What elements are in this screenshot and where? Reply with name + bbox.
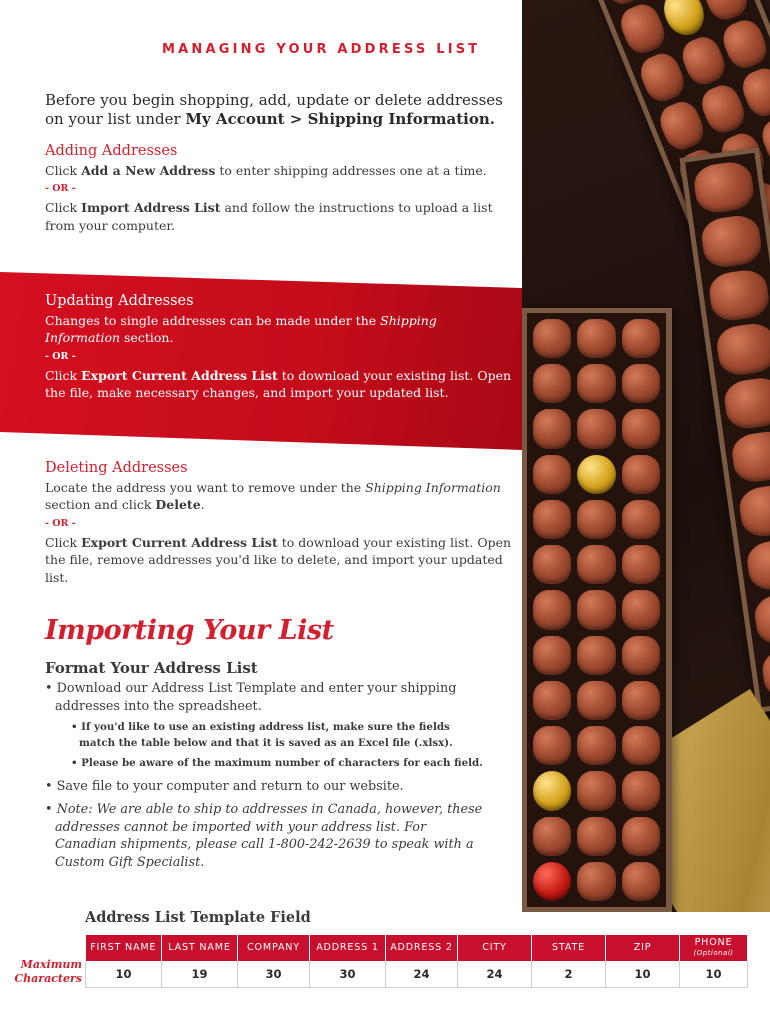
importing-your-list-title: Importing Your List	[45, 615, 334, 646]
deleting-instruction-1	[45, 479, 515, 514]
deleting-text: Locate the address you want to remove under the	[45, 479, 366, 495]
deleting-text: Click	[45, 534, 82, 550]
column-header: ADDRESS 2	[386, 935, 458, 961]
table-header-row	[86, 935, 748, 961]
format-instructions-list	[45, 680, 485, 872]
adding-text: Click	[45, 162, 82, 178]
export-current-address-list-label: Export Current Address List	[81, 534, 278, 550]
list-item: • Save file to your computer and return to our website.	[45, 778, 404, 794]
adding-text: to enter shipping addresses one at a time.	[215, 162, 487, 178]
table-cell: 30	[238, 961, 310, 987]
adding-text: Click	[45, 200, 82, 216]
adding-instruction-1	[45, 162, 515, 180]
deleting-text: section and click	[45, 497, 156, 513]
list-sub-item: • Please be aware of the maximum number of characters for each field.	[71, 757, 483, 770]
updating-text: section.	[120, 330, 174, 346]
delete-label: Delete	[155, 497, 201, 513]
deleting-instruction-2	[45, 534, 515, 587]
or-divider: - OR -	[45, 350, 76, 362]
column-header: CITY	[458, 935, 532, 961]
maximum-characters-label: Maximum Characters	[14, 958, 82, 985]
add-new-address-label: Add a New Address	[81, 162, 216, 178]
updating-text: Changes to single addresses can be made under the	[45, 312, 381, 328]
column-header: STATE	[532, 935, 606, 961]
shipping-information-label: Shipping Information	[45, 312, 437, 346]
column-header: ZIP	[606, 935, 680, 961]
or-divider: - OR -	[45, 517, 76, 529]
import-address-list-label: Import Address List	[81, 200, 221, 216]
template-table-title: Address List Template Field	[85, 909, 311, 926]
page-eyebrow-title: MANAGING YOUR ADDRESS LIST	[162, 42, 481, 57]
deleting-text: to download your existing list. Open the file, remove addresses you'd like to delete, and import your updated list.	[45, 534, 512, 585]
table-cell: 24	[458, 961, 532, 987]
table-cell: 24	[386, 961, 458, 987]
intro-paragraph	[45, 91, 515, 129]
column-header: LAST NAME	[162, 935, 238, 961]
column-header: COMPANY	[238, 935, 310, 961]
chocolate-tray-right	[679, 147, 770, 713]
adding-addresses-section	[45, 143, 515, 234]
updating-text: to download your existing list. Open the file, make necessary changes, and import your updated list.	[45, 367, 512, 401]
column-header: PHONE	[694, 937, 733, 948]
optional-note: (Optional)	[693, 949, 734, 957]
format-your-address-list-title: Format Your Address List	[45, 659, 258, 677]
adding-title: Adding Addresses	[45, 143, 178, 159]
updating-title: Updating Addresses	[45, 293, 194, 309]
adding-instruction-2	[45, 199, 515, 234]
address-template-table	[85, 935, 748, 988]
updating-text: Click	[45, 367, 82, 383]
intro-text: Before you begin shopping, add, update or delete addresses on your list under	[45, 91, 503, 128]
table-cell: 2	[532, 961, 606, 987]
deleting-addresses-section	[45, 460, 515, 587]
chocolate-tray-bottom	[522, 308, 672, 912]
updating-addresses-section	[45, 293, 515, 402]
chocolate-photo	[522, 0, 770, 912]
updating-instruction-1	[45, 312, 515, 347]
table-cell: 19	[162, 961, 238, 987]
shipping-information-label: Shipping Information	[365, 479, 501, 495]
column-header: ADDRESS 1	[310, 935, 386, 961]
list-item-note: • Note: We are able to ship to addresses in Canada, however, these addresses cannot be imported with your address list. For Canadian shipments, please call 1-800-242-2639 to speak with a Custom Gift Specialist.	[45, 802, 483, 871]
list-sub-item: • If you'd like to use an existing address list, make sure the fields match the table below and that it is saved as an Excel file (.xlsx).	[71, 721, 453, 749]
list-item: • Download our Address List Template and enter your shipping addresses into the spreadsheet.	[45, 681, 457, 714]
or-divider: - OR -	[45, 183, 76, 195]
deleting-title: Deleting Addresses	[45, 460, 188, 476]
table-cell: 10	[680, 961, 748, 987]
column-header: FIRST NAME	[86, 935, 162, 961]
deleting-text: .	[200, 497, 205, 513]
adding-text: and follow the instructions to upload a list from your computer.	[45, 200, 493, 233]
updating-instruction-2	[45, 367, 515, 402]
export-current-address-list-label: Export Current Address List	[81, 367, 278, 383]
table-cell: 10	[86, 961, 162, 987]
column-header-phone	[680, 935, 748, 961]
table-row	[86, 961, 748, 987]
table-cell: 30	[310, 961, 386, 987]
intro-bold-path: My Account > Shipping Information.	[185, 110, 495, 128]
table-cell: 10	[606, 961, 680, 987]
